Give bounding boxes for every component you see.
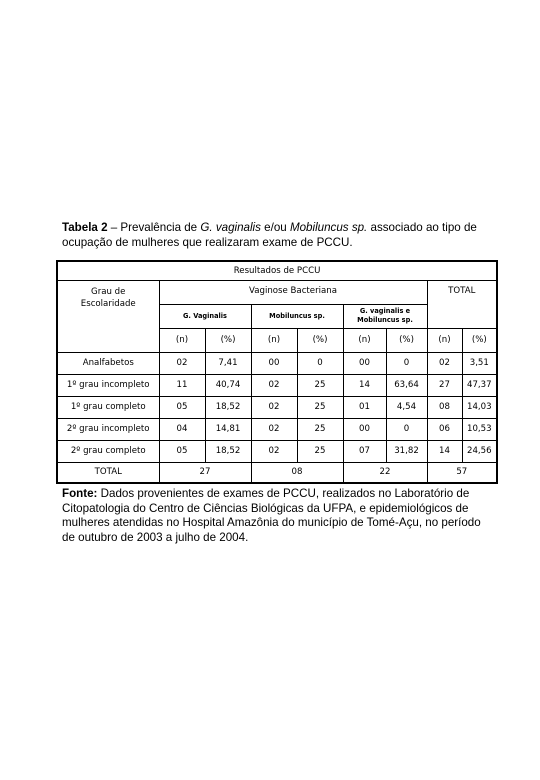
table-row (57, 418, 497, 440)
row-label: 2º grau incompleto (57, 418, 159, 440)
table-cell: 63,64 (386, 374, 427, 396)
total-cell: 22 (343, 462, 427, 483)
row-header-cell (57, 280, 159, 352)
table-cell: 14,03 (462, 396, 497, 418)
table-cell: 00 (343, 418, 386, 440)
sub-header-mob: Mobiluncus sp. (251, 304, 343, 328)
sub-header-both-text: G. vaginalis e Mobiluncus sp. (357, 307, 413, 324)
sub-header-gv: G. Vaginalis (159, 304, 251, 328)
table-cell: 24,56 (462, 440, 497, 462)
col-header: (n) (343, 328, 386, 352)
table-cell: 02 (251, 396, 297, 418)
table-cell: 25 (297, 418, 343, 440)
row-label: 1º grau completo (57, 396, 159, 418)
table-cell: 02 (251, 418, 297, 440)
source-note (62, 487, 492, 545)
table-row (57, 440, 497, 462)
table-cell: 18,52 (205, 396, 251, 418)
table-cell: 3,51 (462, 352, 497, 374)
col-header: (%) (462, 328, 497, 352)
table-cell: 31,82 (386, 440, 427, 462)
total-cell: 27 (159, 462, 251, 483)
col-header: (%) (205, 328, 251, 352)
table-cell: 02 (251, 440, 297, 462)
table-row (57, 396, 497, 418)
total-row (57, 462, 497, 483)
row-label: 1º grau incompleto (57, 374, 159, 396)
table-cell: 06 (427, 418, 462, 440)
table-cell: 4,54 (386, 396, 427, 418)
total-row-label: TOTAL (57, 462, 159, 483)
source-text: Dados provenientes de exames de PCCU, realizados no Laboratório de Citopatologia do Centro de Ciências Biológicas da UFPA, e epidemiológicos de mulheres atendidas no Hospital Amazônia do município de Tomé-Açu, no período de outubro de 2003 a julho de 2004. (62, 487, 481, 544)
table-caption (62, 220, 482, 250)
table-cell: 10,53 (462, 418, 497, 440)
row-label: Analfabetos (57, 352, 159, 374)
table-cell: 04 (159, 418, 205, 440)
table-cell: 14 (343, 374, 386, 396)
table-row (57, 374, 497, 396)
table-cell: 40,74 (205, 374, 251, 396)
table-cell: 25 (297, 440, 343, 462)
table-cell: 00 (343, 352, 386, 374)
data-table (56, 260, 498, 484)
source-label: Fonte: (62, 487, 98, 500)
col-header: (%) (386, 328, 427, 352)
table-cell: 14,81 (205, 418, 251, 440)
table-cell: 47,37 (462, 374, 497, 396)
table-cell: 01 (343, 396, 386, 418)
table-cell: 7,41 (205, 352, 251, 374)
col-header: (n) (427, 328, 462, 352)
table-top-header: Resultados de PCCU (57, 261, 497, 280)
caption-label: Tabela 2 (62, 221, 108, 234)
table-cell: 00 (251, 352, 297, 374)
col-header: (n) (251, 328, 297, 352)
row-label: 2º grau completo (57, 440, 159, 462)
col-header: (n) (159, 328, 205, 352)
col-header: (%) (297, 328, 343, 352)
table-cell: 27 (427, 374, 462, 396)
total-cell: 57 (427, 462, 497, 483)
table-cell: 0 (297, 352, 343, 374)
caption-species-2: Mobiluncus sp. (289, 221, 368, 234)
sub-header-both (343, 304, 427, 328)
total-cell: 08 (251, 462, 343, 483)
table-row (57, 352, 497, 374)
table-cell: 25 (297, 396, 343, 418)
table-cell: 02 (159, 352, 205, 374)
caption-text-1: – Prevalência de (107, 221, 201, 234)
table-cell: 0 (386, 418, 427, 440)
table-cell: 0 (386, 352, 427, 374)
table-cell: 18,52 (205, 440, 251, 462)
table-cell: 02 (251, 374, 297, 396)
caption-text-2: e/ou (260, 221, 290, 234)
table-cell: 08 (427, 396, 462, 418)
table-cell: 07 (343, 440, 386, 462)
group-header: Vaginose Bacteriana (159, 280, 427, 304)
row-header-text: Grau de Escolaridade (80, 286, 136, 309)
table-cell: 14 (427, 440, 462, 462)
table-cell: 25 (297, 374, 343, 396)
caption-species-1: G. vaginalis (200, 221, 261, 234)
table-cell: 02 (427, 352, 462, 374)
caption-text-3: associado ao tipo de ocupação de mulheres que realizaram exame de PCCU. (62, 221, 477, 249)
total-header: TOTAL (427, 280, 497, 328)
table-cell: 11 (159, 374, 205, 396)
table-cell: 05 (159, 396, 205, 418)
table-cell: 05 (159, 440, 205, 462)
